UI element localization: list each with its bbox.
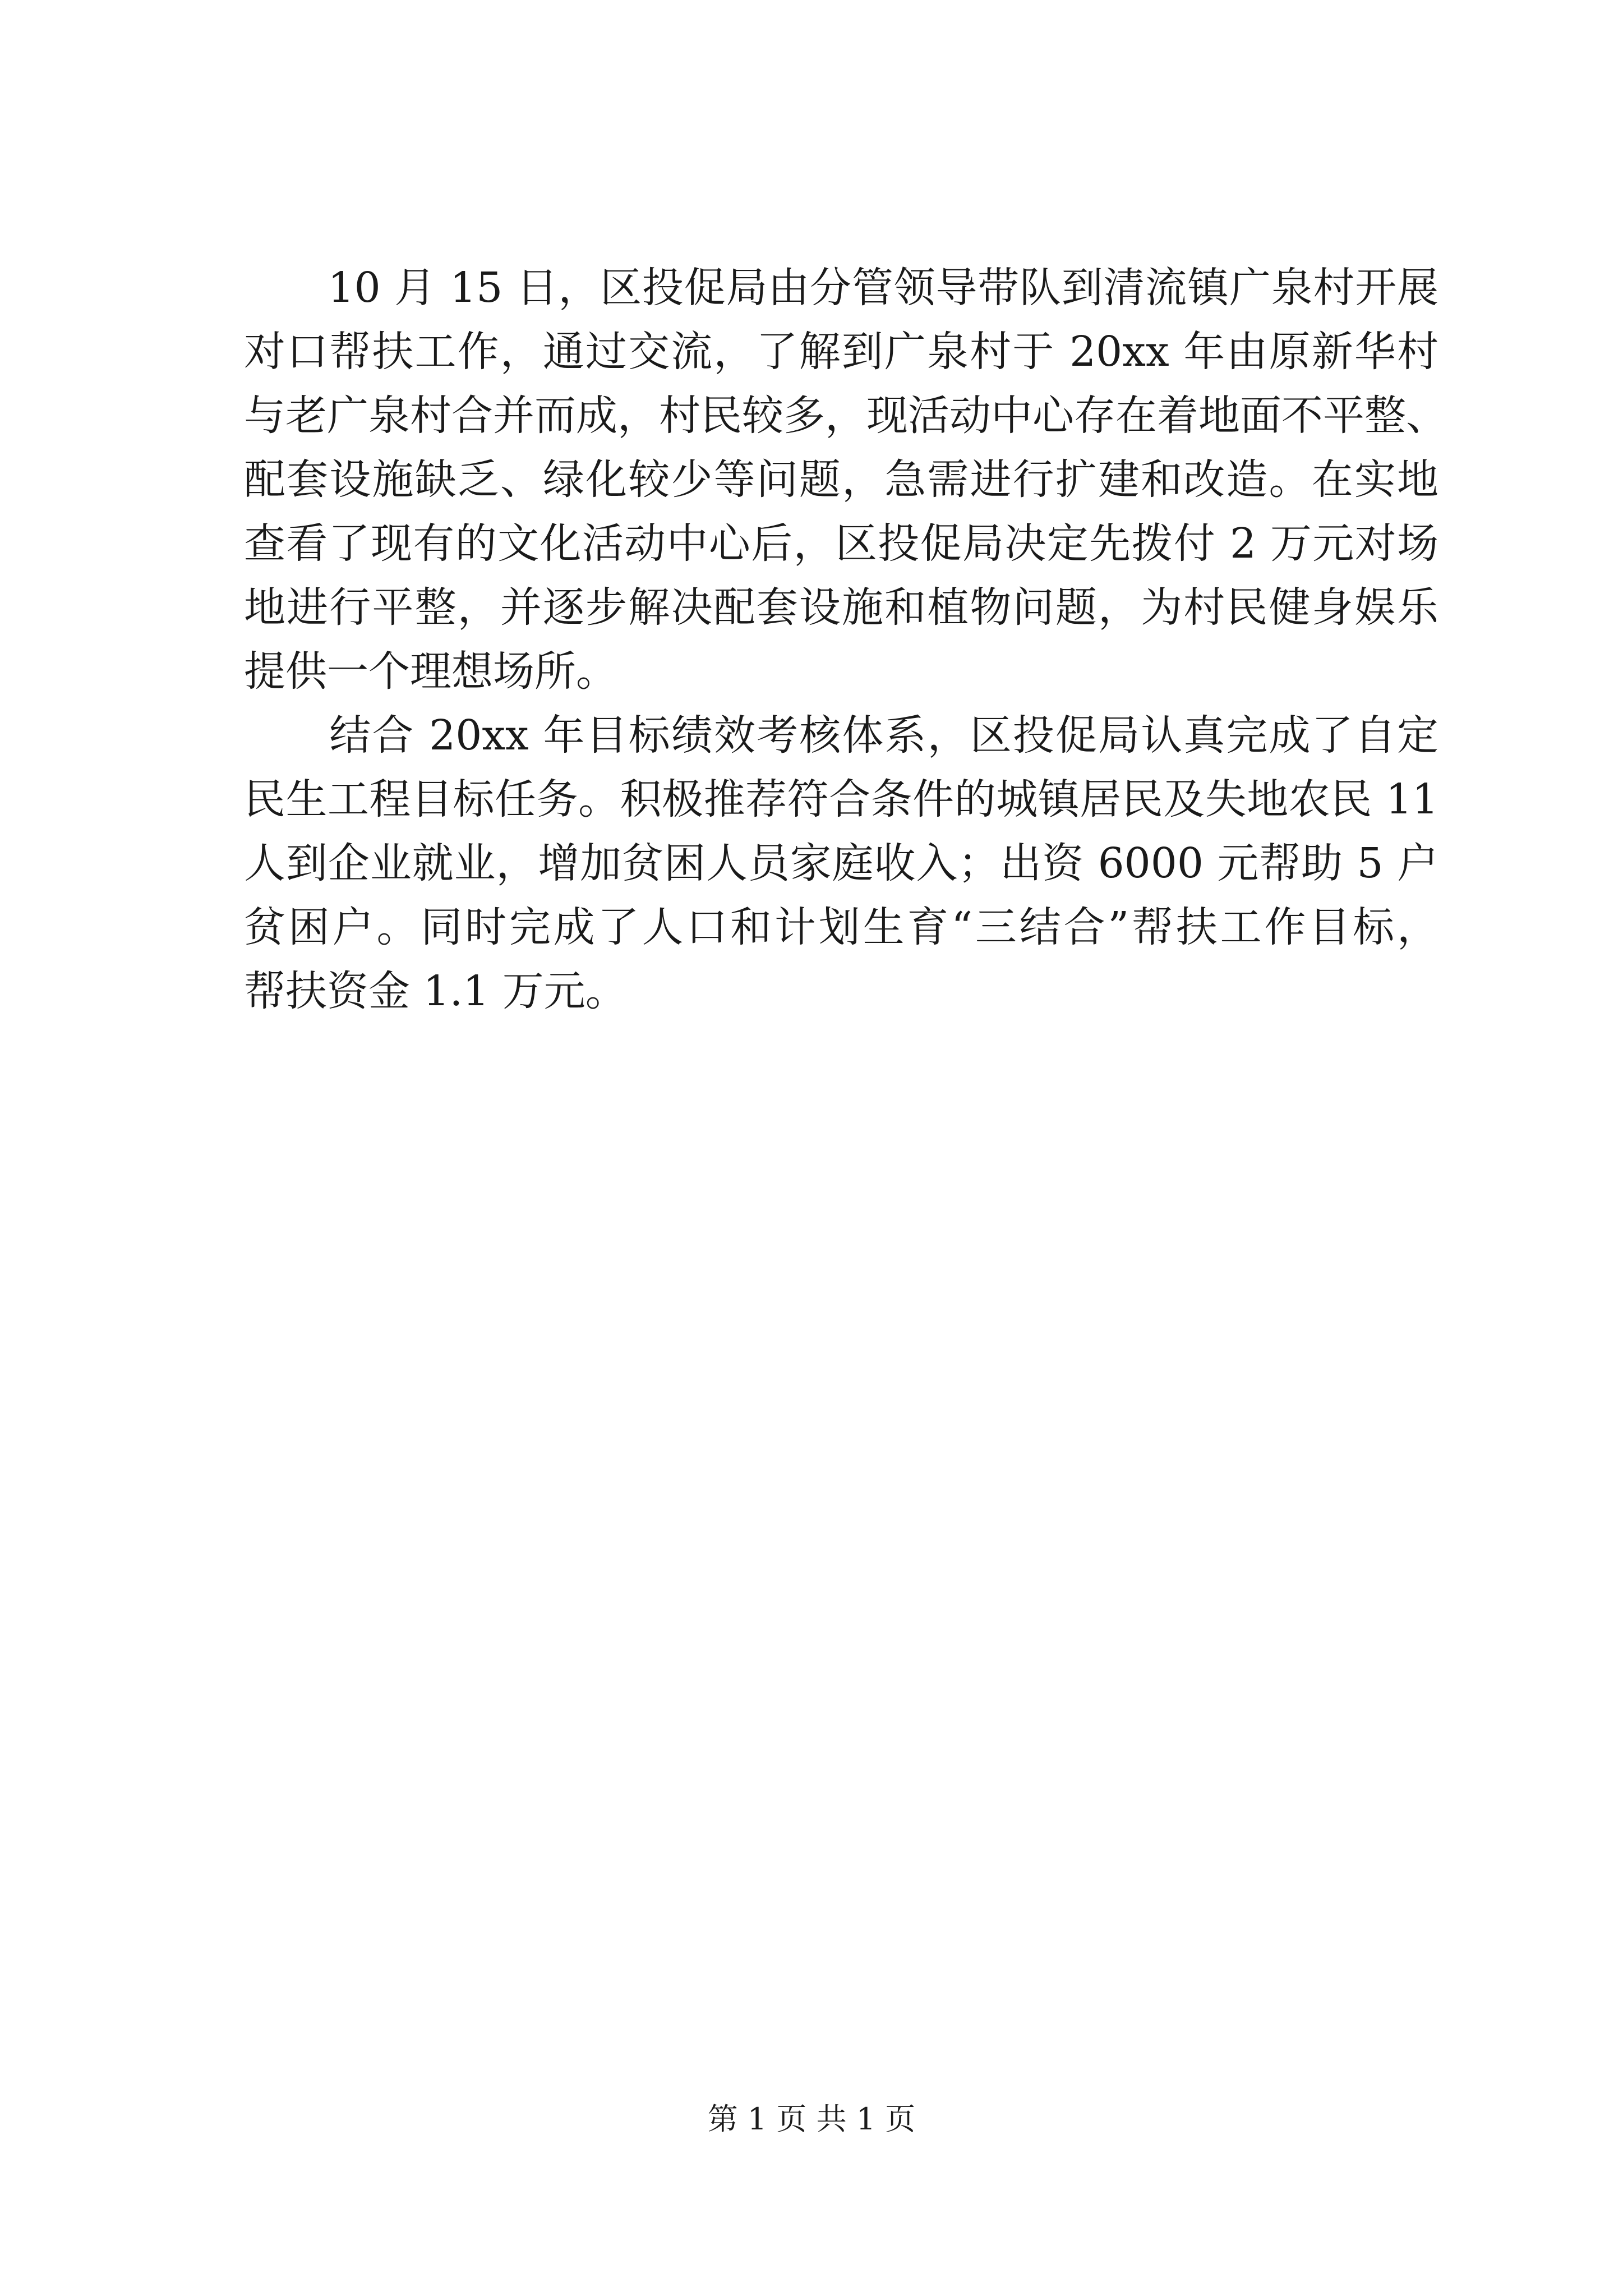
paragraph-line: 人到企业就业，增加贫困人员家庭收入；出资 6000 元帮助 5 户	[244, 839, 1438, 887]
paragraph-line: 贫困户。同时完成了人口和计划生育“三结合”帮扶工作目标，	[244, 903, 1438, 951]
paragraph-line: 结合 20xx 年目标绩效考核体系，区投促局认真完成了自定	[244, 711, 1438, 760]
paragraph-line: 地进行平整，并逐步解决配套设施和植物问题，为村民健身娱乐	[244, 583, 1438, 632]
page-footer: 第 1 页 共 1 页	[707, 2101, 916, 2137]
paragraph-line: 10 月 15 日，区投促局由分管领导带队到清流镇广泉村开展	[244, 264, 1438, 312]
paragraph-line: 提供一个理想场所。	[244, 647, 617, 696]
paragraph-line: 帮扶资金 1.1 万元。	[244, 967, 627, 1015]
paragraph-line: 查看了现有的文化活动中心后，区投促局决定先拨付 2 万元对场	[244, 519, 1438, 568]
paragraph-line: 对口帮扶工作，通过交流，了解到广泉村于 20xx 年由原新华村	[244, 328, 1438, 376]
paragraph-line: 配套设施缺乏、绿化较少等问题，急需进行扩建和改造。在实地	[244, 455, 1438, 504]
paragraph-line: 与老广泉村合并而成，村民较多，现活动中心存在着地面不平整、	[244, 392, 1447, 440]
paragraph-line: 民生工程目标任务。积极推荐符合条件的城镇居民及失地农民 11	[244, 775, 1438, 823]
document-body	[244, 256, 1447, 1023]
paragraph-2	[244, 703, 1438, 1023]
paragraph-1	[244, 256, 1447, 703]
